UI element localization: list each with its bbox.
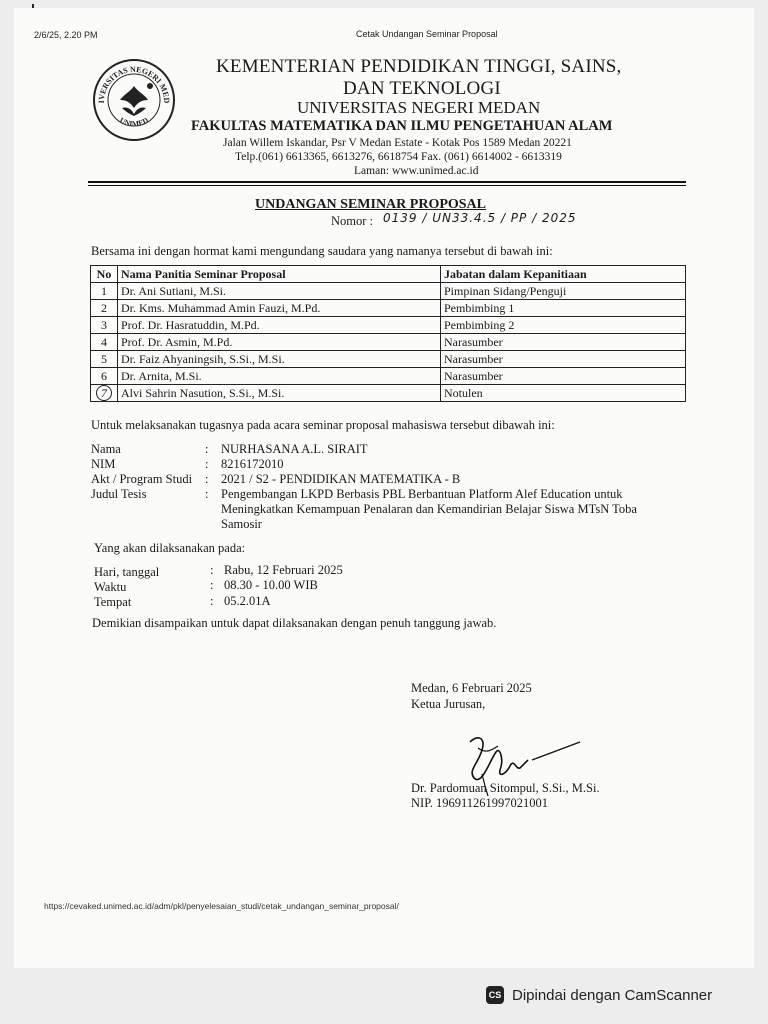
camscanner-label: Dipindai dengan CamScanner (512, 986, 713, 1004)
student-program-label: Akt / Program Studi (91, 472, 193, 486)
signer-position: Ketua Jurusan, (411, 697, 486, 711)
colon: : (210, 594, 214, 608)
colon: : (210, 578, 214, 592)
colon: : (205, 442, 209, 456)
row-role: Pembimbing 2 (441, 317, 686, 334)
thesis-line-3: Samosir (221, 517, 262, 531)
closing-text: Demikian disampaikan untuk dapat dilaksanakan dengan penuh tanggung jawab. (92, 616, 497, 630)
row-name: Prof. Dr. Hasratuddin, M.Pd. (118, 317, 441, 334)
intro-text: Bersama ini dengan hormat kami mengundang saudara yang namanya tersebut di bawah ini: (91, 244, 553, 258)
row-no: 4 (91, 334, 118, 351)
row-no: 5 (91, 351, 118, 368)
ministry-line-1: KEMENTERIAN PENDIDIKAN TINGGI, SAINS, (216, 56, 622, 77)
thesis-line-2: Meningkatkan Kemampuan Penalaran dan Kemandirian Belajar Siswa MTsN Toba (221, 502, 637, 516)
colon: : (205, 457, 209, 471)
row-no: 7 (96, 385, 112, 401)
address-line: Jalan Willem Iskandar, Psr V Medan Estate - Kotak Pos 1589 Medan 20221 (223, 137, 572, 149)
row-no-circled (91, 385, 118, 402)
row-no: 3 (91, 317, 118, 334)
row-role: Notulen (441, 385, 686, 402)
svg-text:UNIMED: UNIMED (118, 115, 150, 129)
thesis-line-1: Pengembangan LKPD Berbasis PBL Berbantuan Platform Alef Education untuk (221, 487, 623, 501)
row-no: 1 (91, 283, 118, 300)
schedule-day: Rabu, 12 Februari 2025 (224, 563, 343, 577)
print-timestamp: 2/6/25, 2.20 PM (34, 30, 98, 40)
website-line: Laman: www.unimed.ac.id (354, 165, 479, 177)
student-program: 2021 / S2 - PENDIDIKAN MATEMATIKA - B (221, 472, 461, 486)
letter-title: UNDANGAN SEMINAR PROPOSAL (255, 197, 487, 212)
row-role: Narasumber (441, 334, 686, 351)
schedule-time: 08.30 - 10.00 WIB (224, 578, 318, 592)
row-no: 6 (91, 368, 118, 385)
row-name: Alvi Sahrin Nasution, S.Si., M.Si. (118, 385, 441, 402)
table-row (91, 351, 686, 368)
table-header-role: Jabatan dalam Kepanitiaan (441, 266, 686, 283)
row-name: Dr. Arnita, M.Si. (118, 368, 441, 385)
camscanner-icon: CS (486, 986, 504, 1004)
schedule-place: 05.2.01A (224, 594, 271, 608)
thesis-label: Judul Tesis (91, 487, 147, 501)
faculty-name: FAKULTAS MATEMATIKA DAN ILMU PENGETAHUAN ALAM (191, 118, 613, 134)
table-row (91, 385, 686, 402)
row-name: Dr. Ani Sutiani, M.Si. (118, 283, 441, 300)
schedule-time-label: Waktu (94, 580, 127, 594)
signer-nip: NIP. 196911261997021001 (411, 796, 549, 810)
phone-line: Telp.(061) 6613365, 6613276, 6618754 Fax. (061) 6614002 - 6613319 (235, 151, 562, 163)
svg-text:UNIVERSITAS NEGERI MEDAN: IVERSITAS NEGERI MED (96, 64, 172, 104)
row-role: Pembimbing 1 (441, 300, 686, 317)
ministry-line-2: DAN TEKNOLOGI (343, 78, 501, 99)
row-no: 2 (91, 300, 118, 317)
schedule-day-label: Hari, tanggal (94, 565, 160, 579)
letterhead-rule-thin (88, 185, 686, 186)
colon: : (205, 487, 209, 501)
colon: : (210, 563, 214, 577)
camscanner-watermark (486, 986, 712, 1004)
place-date: Medan, 6 Februari 2025 (411, 681, 532, 695)
number-label: Nomor : (331, 214, 374, 228)
table-row (91, 283, 686, 300)
university-name: UNIVERSITAS NEGERI MEDAN (297, 98, 541, 117)
schedule-place-label: Tempat (94, 595, 132, 609)
print-page-title: Cetak Undangan Seminar Proposal (356, 29, 498, 39)
row-name: Dr. Kms. Muhammad Amin Fauzi, M.Pd. (118, 300, 441, 317)
table-row (91, 334, 686, 351)
letterhead-rule-thick (88, 181, 686, 183)
table-row (91, 317, 686, 334)
row-name: Prof. Dr. Asmin, M.Pd. (118, 334, 441, 351)
student-name: NURHASANA A.L. SIRAIT (221, 442, 368, 456)
student-nim: 8216172010 (221, 457, 284, 471)
number-handwritten: 0139 / UN33.4.5 / PP / 2025 (383, 211, 577, 225)
table-header-row (91, 266, 686, 283)
schedule-intro: Yang akan dilaksanakan pada: (94, 541, 246, 555)
table-header-name: Nama Panitia Seminar Proposal (118, 266, 441, 283)
table-row (91, 368, 686, 385)
student-name-label: Nama (91, 442, 121, 456)
task-intro-text: Untuk melaksanakan tugasnya pada acara seminar proposal mahasiswa tersebut dibawah ini: (91, 418, 555, 432)
row-role: Narasumber (441, 351, 686, 368)
row-role: Pimpinan Sidang/Penguji (441, 283, 686, 300)
colon: : (205, 472, 209, 486)
university-logo (90, 56, 178, 144)
student-nim-label: NIM (91, 457, 116, 471)
print-footer-url: https://cevaked.unimed.ac.id/adm/pkl/penyelesaian_studi/cetak_undangan_seminar_proposal/ (44, 901, 399, 911)
table-header-no: No (91, 266, 118, 283)
signer-name: Dr. Pardomuan Sitompul, S.Si., M.Si. (411, 781, 600, 795)
committee-table (90, 265, 686, 402)
row-name: Dr. Faiz Ahyaningsih, S.Si., M.Si. (118, 351, 441, 368)
table-row (91, 300, 686, 317)
row-role: Narasumber (441, 368, 686, 385)
